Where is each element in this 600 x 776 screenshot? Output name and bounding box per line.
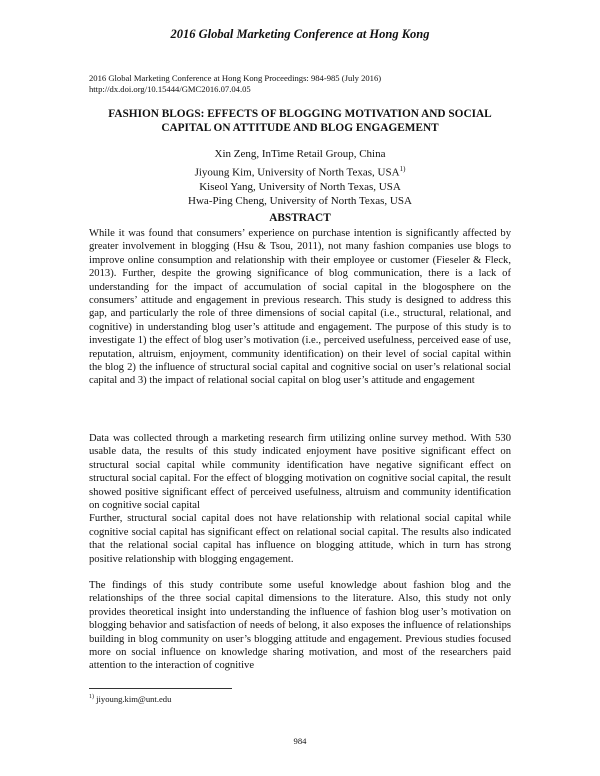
author-line: Kiseol Yang, University of North Texas, USA (199, 180, 401, 193)
running-header: 2016 Global Marketing Conference at Hong Kong (170, 27, 430, 41)
title-line-2: CAPITAL ON ATTITUDE AND BLOG ENGAGEMENT (161, 122, 439, 134)
page-number: 984 (293, 736, 307, 746)
footnote-marker[interactable]: 1) (399, 164, 406, 173)
author-list (89, 147, 511, 209)
abstract-paragraph-2b: Further, structural social capital does not have relationship with relational social capital while cognitive social capital has significant effect on relational social capital. The results also indicated that the relational social capital has influence on blogging attitude, which in turn has strong positive relationship with blogging engagement. (89, 513, 511, 565)
footnote: $^{1)}$ jiyoung.kim@unt.edu (89, 694, 172, 704)
author-line: Jiyoung Kim, University of North Texas, USA$^{1)}$ (194, 164, 406, 179)
footnote-divider (89, 688, 232, 689)
citation-block (89, 73, 381, 95)
abstract-paragraph-1: While it was found that consumers’ experience on purchase intention is significantly affected by greater involvement in blogging (Hsu & Tsou, 2011), not many fashion companies use blogs to improve online consumption and relationship with their employee or customer (Fieseler & Fleck, 2013). Further, despite the growing significance of blog communication, there is a lack of understanding for the impact of accumulation of social capital in the blogosphere on the consumers’ attitude and engagement in previous research. This study is designed to address this gap, and particularly the role of three dimensions of social capital (i.e., structural, relational, and cognitive) in understanding blog user’s attitude and engagement. The purpose of this study is to investigate 1) the effect of blog user’s motivation (i.e., perceived usefulness, perceived ease of use, reputation, altruism, enjoyment, community identification) on their level of social capital within the blog 2) the influence of structural social capital and cognitive social on user’s relational social capital and 3) the impact of relational social capital on blog user’s attitude and engagement (89, 228, 511, 387)
doi-link[interactable]: http://dx.doi.org/10.15444/GMC2016.07.04.05 (89, 84, 251, 94)
paper-title (89, 107, 511, 135)
author-line: Hwa-Ping Cheng, University of North Texas, USA (188, 195, 412, 208)
abstract-paragraph-3: The findings of this study contribute some useful knowledge about fashion blog and the relationships of the three social capital dimensions to the literature. Also, this study not only provides theoretical insight into understanding the influence of fashion blog user’s motivation on blogging behavior and satisfaction of needs of belong, it also exposes the influence of relationships building in blog community on user’s blogging attitude and engagement. Previous studies focused more on social influence on knowledge sharing motivation, and most of the researchers paid attention to the interaction of cognitive (89, 580, 511, 672)
title-line-1: FASHION BLOGS: EFFECTS OF BLOGGING MOTIVATION AND SOCIAL (108, 108, 492, 120)
proceedings-line: 2016 Global Marketing Conference at Hong Kong Proceedings: 984-985 (July 2016) (89, 73, 382, 83)
abstract-heading: ABSTRACT (269, 212, 331, 224)
abstract-paragraph-2: Data was collected through a marketing research firm utilizing online survey method. With 530 usable data, the results of this study indicated enjoyment have positive significant effect on structural social capital while community identification have negative significant effect on structural social capital. For the effect of blogging motivation on cognitive social capital, the result showed positive significant effect of perceived usefulness, altruism and community identification on cognitive social capital Further, structural social capital does not have relationship with relational social capital while cognitive social capital has significant effect on relational social capital. The results also indicated that the relational social capital has influence on blogging attitude, which in turn has strong positive relationship with blogging engagement. (89, 433, 511, 565)
author-line: Xin Zeng, InTime Retail Group, China (214, 148, 386, 160)
footnote-email[interactable]: jiyoung.kim@unt.edu (94, 694, 172, 704)
